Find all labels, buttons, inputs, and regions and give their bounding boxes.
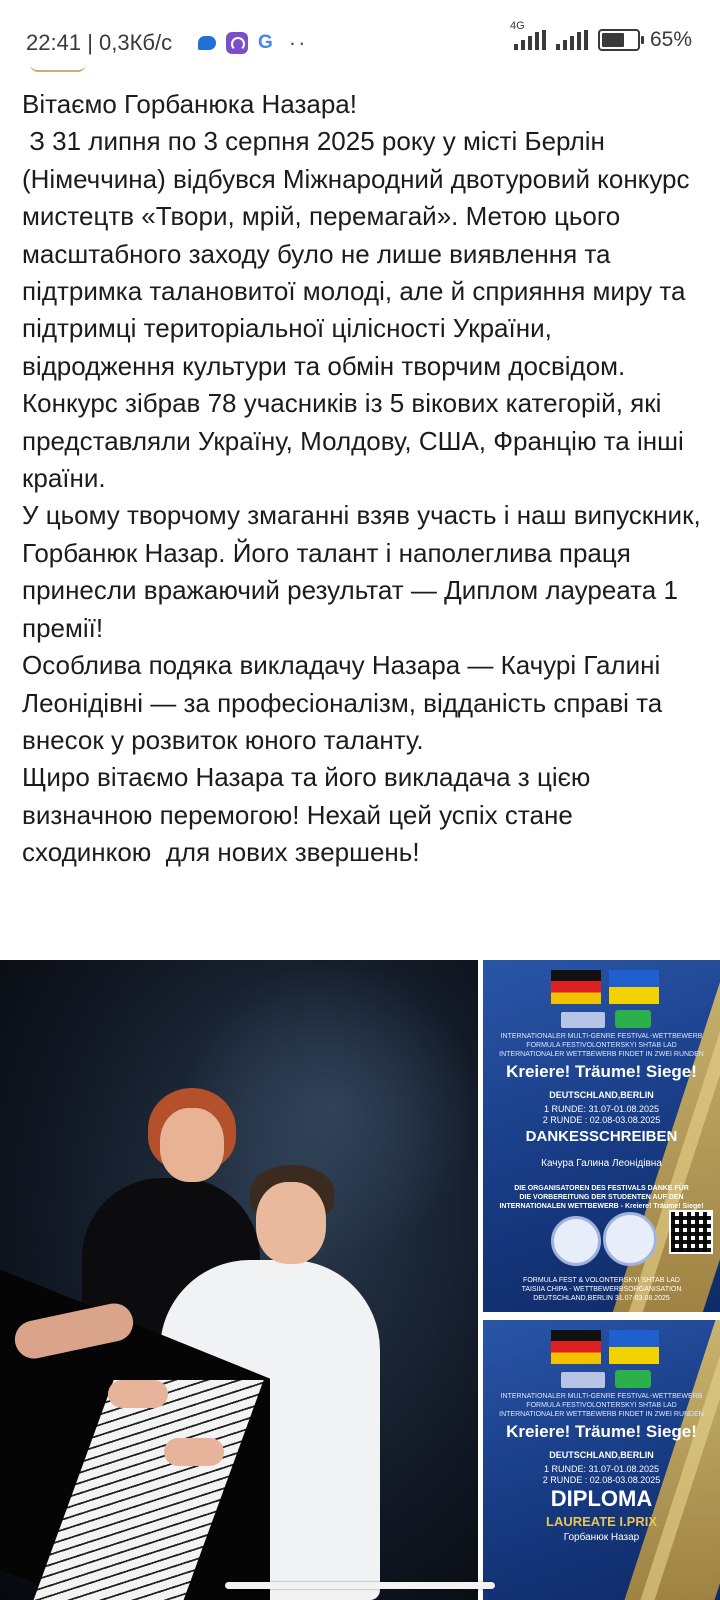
lad-logo: [615, 1010, 651, 1028]
google-icon: G: [258, 32, 273, 53]
post-text: [22, 86, 708, 872]
cert-round1: 1 RUNDE: 31.07-01.08.2025: [543, 1464, 660, 1474]
post-line: Вітаємо Горбанюка Назара!: [22, 89, 357, 119]
cert-footer: FORMULA FEST & VOLONTERSKYI SHTAB LAD TAISIIA CHIPA - WETTBEWERBSORGANISATION DEUTSCHLAND,BERLIN 31.07-03.08.2025: [521, 1277, 682, 1302]
signal-icon: 4G: [514, 30, 546, 50]
festival-logo: [561, 1012, 605, 1028]
lad-logo: [615, 1370, 651, 1388]
cert-round2: 2 RUNDE : 02.08-03.08.2025: [542, 1475, 661, 1485]
signal-icon: [556, 30, 588, 50]
cert-org-text: INTERNATIONALER MULTI-GENRE FESTIVAL-WETTBEWERB FORMULA FESTIVOLONTERSKYI SHTAB LAD INTERNATIONALER WETTBEWERB FINDET IN ZWEI RUNDEN: [499, 1033, 704, 1058]
battery-percent: 65%: [649, 28, 692, 51]
seal-icon: [551, 1216, 601, 1266]
post-photo-certificate[interactable]: [483, 960, 720, 1312]
ukraine-flag-icon: [609, 1330, 659, 1364]
cert-round1: 1 RUNDE: 31.07-01.08.2025: [543, 1104, 660, 1114]
germany-flag-icon: [551, 970, 601, 1004]
post-line: З 31 липня по 3 серпня 2025 року у місті Берлін (Німеччина) відбувся Міжнародний двотуровий конкурс мистецтв «Твори, мрій, перемагай». Метою цього масштабного заходу було не лише виявлення та підтримка талановитої молоді, але й сприяння миру та підтримці територіальної цілісності України, відродження культури та обмін творчим досвідом. Конкурс зібрав 78 учасників із 5 вікових категорій, які представляли Україну, Молдову, США, Францію та інші країни.: [22, 126, 697, 494]
cert-motto: Kreiere! Träume! Siege!: [506, 1422, 697, 1441]
status-bar: [0, 0, 720, 86]
cert-title: DANKESSCHREIBEN: [525, 1128, 678, 1145]
notification-icons: [198, 30, 307, 56]
festival-logo: [561, 1372, 605, 1388]
cert-body: DIE ORGANISATOREN DES FESTIVALS DANKE FÜR DIE VORBEREITUNG DER STUDENTEN AUF DEN INTERNATIONALEN WETTBEWERB - Kreiere! Träume! Siege!: [499, 1185, 704, 1210]
seal-icon: [603, 1212, 657, 1266]
ukraine-flag-icon: [609, 970, 659, 1004]
cert-name: Качура Галина Леонідівна: [541, 1158, 662, 1169]
gesture-nav-bar[interactable]: [225, 1582, 495, 1589]
diploma-title: DIPLOMA: [550, 1486, 653, 1511]
cert-org-text: INTERNATIONALER MULTI-GENRE FESTIVAL-WETTBEWERB FORMULA FESTIVOLONTERSKYI SHTAB LAD INTERNATIONALER WETTBEWERB FINDET IN ZWEI RUNDEN: [499, 1393, 704, 1418]
post-photo-diploma[interactable]: [483, 1320, 720, 1600]
post-line: У цьому творчому змаганні взяв участь і наш випускник, Горбанюк Назар. Його талант і наполеглива праця принесли вражаючий результат — Диплом лауреата 1 премії!: [22, 500, 708, 643]
diploma-subtitle: LAUREATE I.PRIX: [546, 1514, 657, 1529]
qr-code-icon: [669, 1210, 713, 1254]
status-time: 22:41 | 0,3Кб/с: [26, 30, 173, 55]
system-status: [509, 20, 692, 52]
battery-icon: [598, 29, 640, 51]
previous-content-edge: [30, 64, 86, 72]
post-line: Щиро вітаємо Назара та його викладача з цією визначною перемогою! Нехай цей успіх стане сходинкою для нових звершень!: [22, 762, 598, 868]
germany-flag-icon: [551, 1330, 601, 1364]
post-photo-main[interactable]: [0, 960, 478, 1600]
post-line: Особлива подяка викладачу Назара — Качурі Галині Леонідівні — за професіоналізм, відданість справі та внесок у розвиток юного таланту.: [22, 650, 670, 755]
message-icon: [198, 36, 216, 50]
cert-location: DEUTSCHLAND,BERLIN: [549, 1450, 654, 1460]
cert-round2: 2 RUNDE : 02.08-03.08.2025: [542, 1115, 661, 1125]
cert-motto: Kreiere! Träume! Siege!: [506, 1062, 697, 1081]
diploma-name: Горбанюк Назар: [563, 1532, 640, 1543]
cert-location: DEUTSCHLAND,BERLIN: [549, 1090, 654, 1100]
viber-icon: [226, 32, 248, 54]
more-dots-icon: ··: [288, 30, 308, 55]
